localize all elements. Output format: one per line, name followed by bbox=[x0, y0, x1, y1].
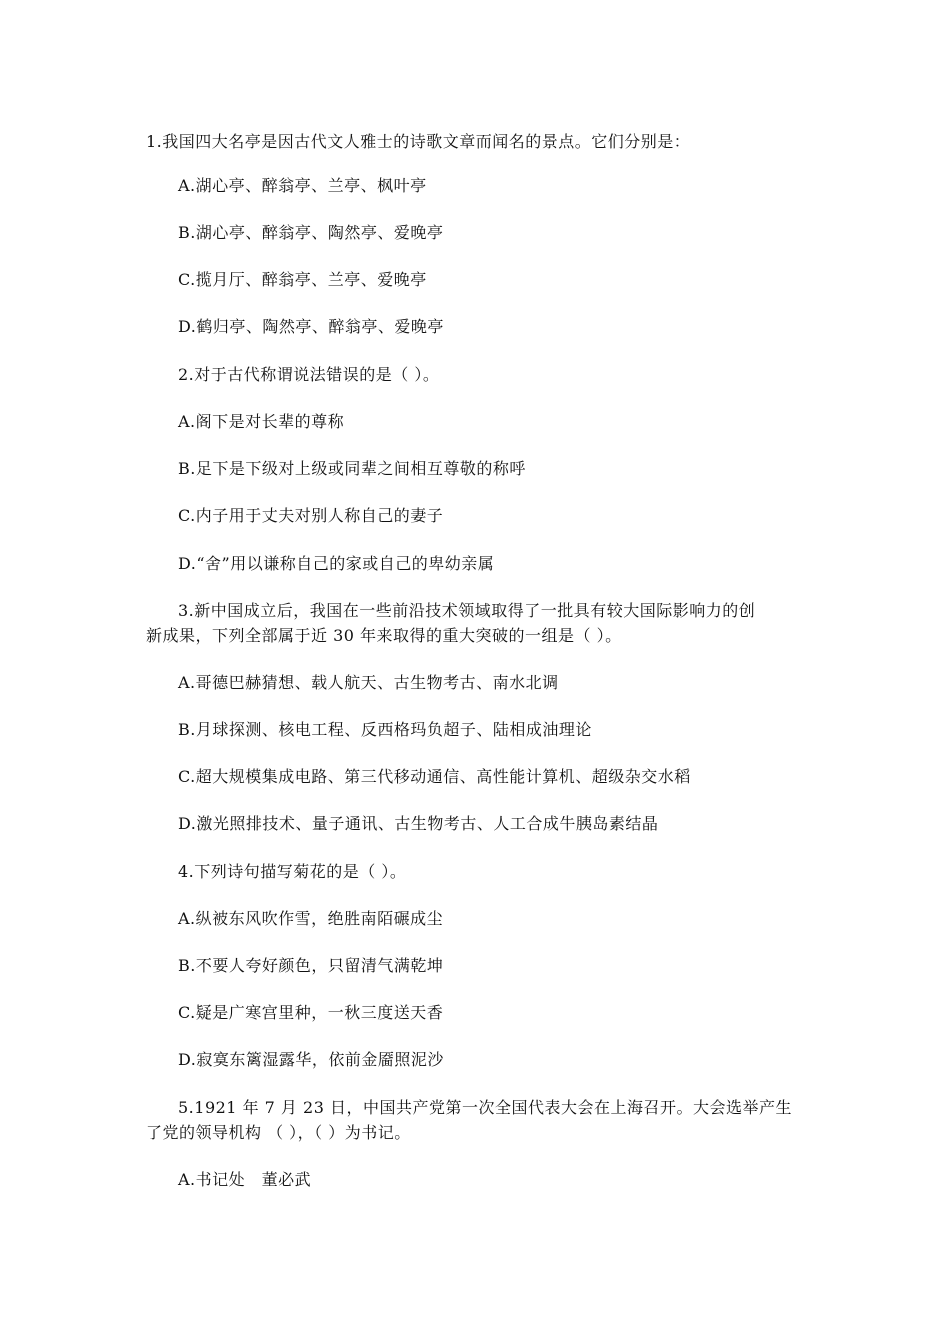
question-4-option-d: D.寂寞东篱湿露华，依前金靥照泥沙 bbox=[178, 1050, 444, 1069]
question-4-option-b: B.不要人夸好颜色，只留清气满乾坤 bbox=[178, 956, 444, 975]
question-3-stem-line-1: 3.新中国成立后，我国在一些前沿技术领域取得了一批具有较大国际影响力的创 bbox=[178, 601, 756, 620]
question-2-option-b: B.足下是下级对上级或同辈之间相互尊敬的称呼 bbox=[178, 459, 526, 478]
question-4-option-a: A.纵被东风吹作雪，绝胜南陌碾成尘 bbox=[178, 909, 444, 928]
question-3-stem-line-2: 新成果，下列全部属于近 30 年来取得的重大突破的一组是（ ）。 bbox=[146, 626, 622, 645]
question-1-option-b: B.湖心亭、醉翁亭、陶然亭、爱晚亭 bbox=[178, 223, 444, 242]
question-5-option-a: A.书记处 董必武 bbox=[178, 1170, 312, 1189]
question-2-option-d: D.“舍”用以谦称自己的家或自己的卑幼亲属 bbox=[178, 554, 495, 573]
question-3-option-d: D.激光照排技术、量子通讯、古生物考古、人工合成牛胰岛素结晶 bbox=[178, 814, 659, 833]
question-5-stem-line-2: 了党的领导机构 （ ），（ ）为书记。 bbox=[146, 1123, 411, 1142]
question-2-stem: 2.对于古代称谓说法错误的是（ ）。 bbox=[178, 365, 440, 384]
question-3-option-c: C.超大规模集成电路、第三代移动通信、高性能计算机、超级杂交水稻 bbox=[178, 767, 691, 786]
question-4-option-c: C.疑是广寒宫里种，一秋三度送天香 bbox=[178, 1003, 444, 1022]
question-3-option-a: A.哥德巴赫猜想、载人航天、古生物考古、南水北调 bbox=[178, 673, 559, 692]
question-2-option-a: A.阁下是对长辈的尊称 bbox=[178, 412, 345, 431]
question-4-stem: 4.下列诗句描写菊花的是（ ）。 bbox=[178, 862, 407, 881]
question-2-option-c: C.内子用于丈夫对别人称自己的妻子 bbox=[178, 506, 444, 525]
question-5-stem-line-1: 5.1921 年 7 月 23 日，中国共产党第一次全国代表大会在上海召开。大会选举产生 bbox=[178, 1098, 792, 1117]
question-1-option-d: D.鹤归亭、陶然亭、醉翁亭、爱晚亭 bbox=[178, 317, 444, 336]
question-1-option-a: A.湖心亭、醉翁亭、兰亭、枫叶亭 bbox=[178, 176, 427, 195]
question-1-stem: 1.我国四大名亭是因古代文人雅士的诗歌文章而闻名的景点。它们分别是： bbox=[146, 132, 691, 151]
question-3-option-b: B.月球探测、核电工程、反西格玛负超子、陆相成油理论 bbox=[178, 720, 592, 739]
question-1-option-c: C.揽月厅、醉翁亭、兰亭、爱晚亭 bbox=[178, 270, 427, 289]
